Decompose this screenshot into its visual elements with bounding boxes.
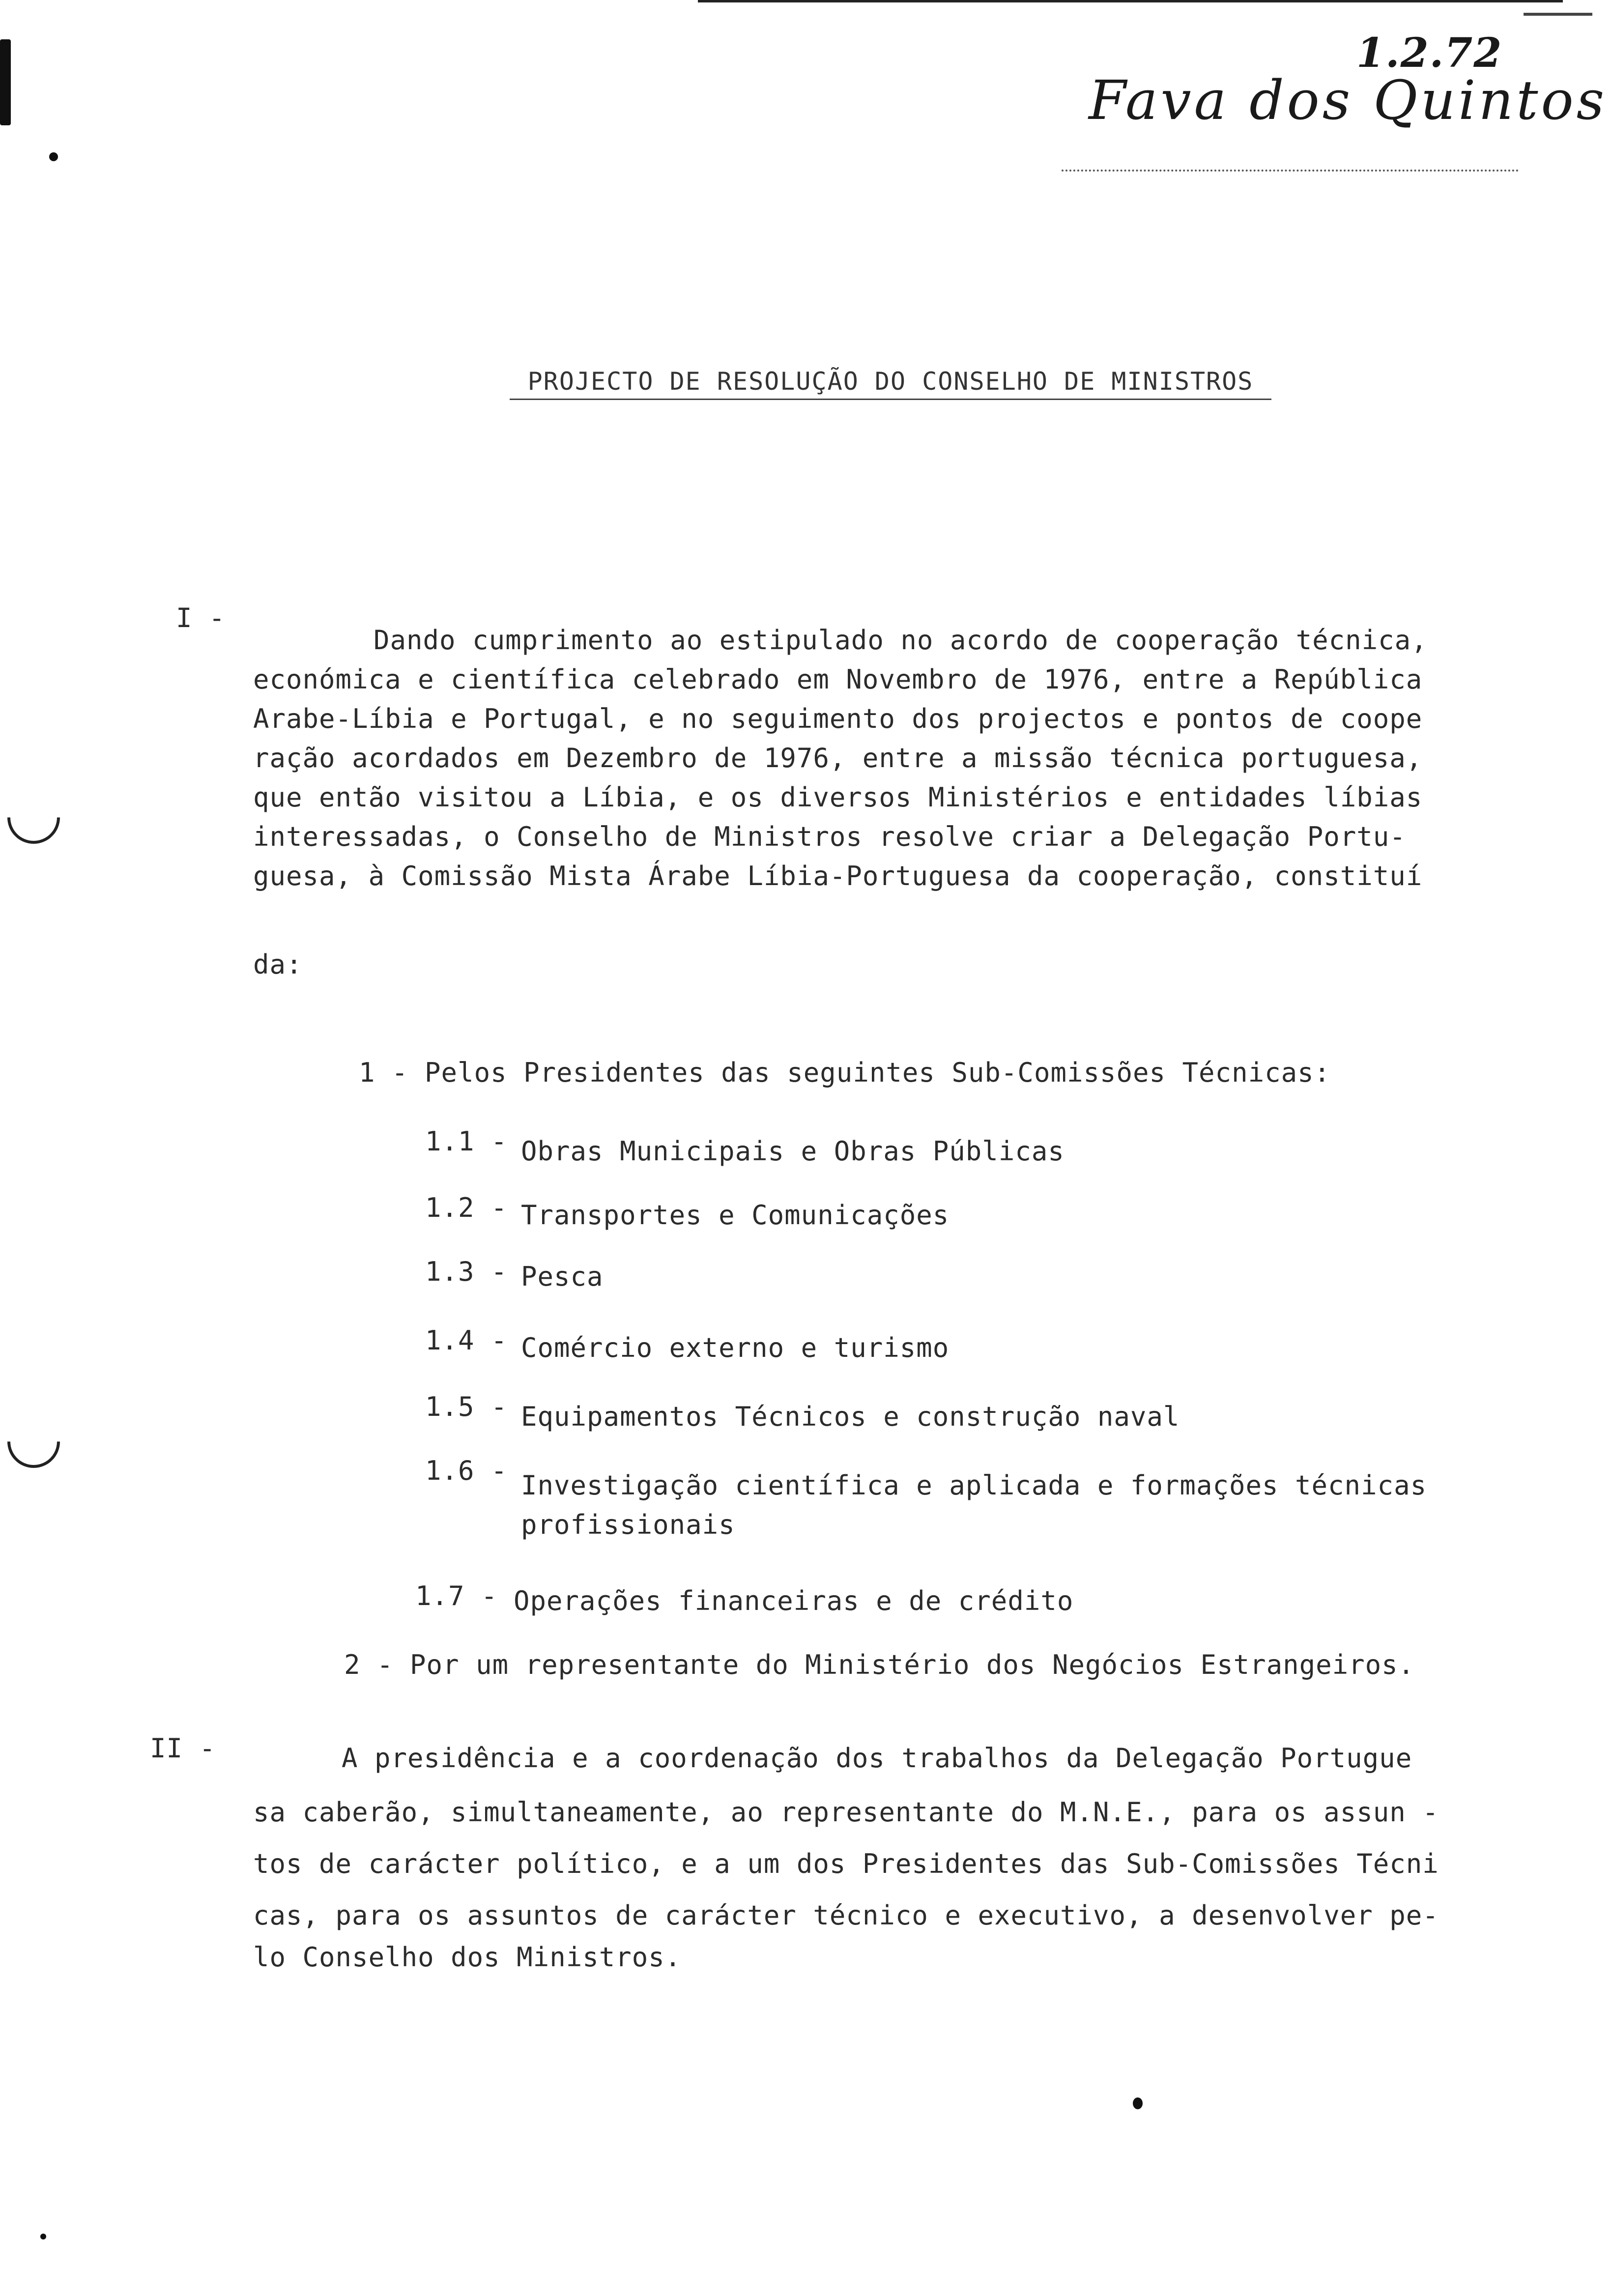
left-edge-mark: [0, 39, 11, 125]
section-i-line: guesa, à Comissão Mista Árabe Líbia-Portuguesa da cooperação, constituí: [253, 861, 1423, 891]
section-ii-line: tos de carácter político, e a um dos Presidentes das Sub-Comissões Técni: [253, 1848, 1439, 1879]
handwritten-number: 1.2.72: [1356, 29, 1503, 77]
section-ii-numeral: II -: [150, 1733, 216, 1764]
section-i-line: Arabe-Líbia e Portugal, e no seguimento dos projectos e pontos de coope: [253, 703, 1423, 734]
section-i-line: que então visitou a Líbia, e os diversos Ministérios e entidades líbias: [253, 782, 1423, 813]
subitem-text: Equipamentos Técnicos e construção naval: [521, 1401, 1180, 1432]
subitem-text: Pesca: [521, 1261, 604, 1292]
section-i-line: económica e científica celebrado em Novembro de 1976, entre a República: [253, 664, 1423, 695]
subitem-number: 1.5 -: [425, 1391, 508, 1422]
section-ii-line: lo Conselho dos Ministros.: [253, 1942, 682, 1973]
subitem-text: Investigação científica e aplicada e formações técnicas: [521, 1470, 1427, 1501]
punch-hole-mark: [0, 780, 71, 855]
section-i-line: da:: [253, 949, 303, 980]
subitem-number: 1.4 -: [425, 1325, 508, 1356]
list-item: 1 - Pelos Presidentes das seguintes Sub-Comissões Técnicas:: [359, 1057, 1331, 1088]
ink-dot: [1133, 2097, 1143, 2109]
subitem-number: 1.6 -: [425, 1455, 508, 1486]
section-ii-line: A presidência e a coordenação dos trabalhos da Delegação Portugue: [342, 1743, 1412, 1774]
section-i-line: Dando cumprimento ao estipulado no acordo de cooperação técnica,: [374, 625, 1428, 656]
subitem-text: Comércio externo e turismo: [521, 1332, 950, 1363]
subitem-number: 1.2 -: [425, 1192, 508, 1223]
document-title: PROJECTO DE RESOLUÇÃO DO CONSELHO DE MINISTROS: [510, 366, 1271, 400]
list-item: 2 - Por um representante do Ministério dos Negócios Estrangeiros.: [344, 1649, 1415, 1680]
subitem-text: profissionais: [521, 1509, 735, 1540]
subitem-text: Transportes e Comunicações: [521, 1200, 950, 1231]
section-ii-line: cas, para os assuntos de carácter técnico e executivo, a desenvolver pe-: [253, 1900, 1439, 1931]
section-i-numeral: I -: [176, 603, 226, 633]
margin-dot: [49, 152, 58, 161]
top-edge-mark: [1524, 13, 1592, 16]
subitem-text: Obras Municipais e Obras Públicas: [521, 1136, 1065, 1167]
handwritten-signature: Fava dos Quintos: [1089, 69, 1608, 132]
section-i-line: ração acordados em Dezembro de 1976, entre a missão técnica portuguesa,: [253, 743, 1423, 774]
subitem-number: 1.7 -: [415, 1580, 498, 1611]
punch-hole-mark: [0, 1405, 71, 1479]
subitem-number: 1.1 -: [425, 1126, 508, 1157]
subitem-number: 1.3 -: [425, 1256, 508, 1287]
top-edge-line: [698, 0, 1563, 2]
subitem-text: Operações financeiras e de crédito: [514, 1585, 1074, 1616]
ink-dot: [40, 2234, 46, 2239]
section-ii-line: sa caberão, simultaneamente, ao representante do M.N.E., para os assun -: [253, 1797, 1439, 1828]
signature-dotted-line: [1062, 170, 1519, 172]
section-i-line: interessadas, o Conselho de Ministros resolve criar a Delegação Portu-: [253, 821, 1406, 852]
